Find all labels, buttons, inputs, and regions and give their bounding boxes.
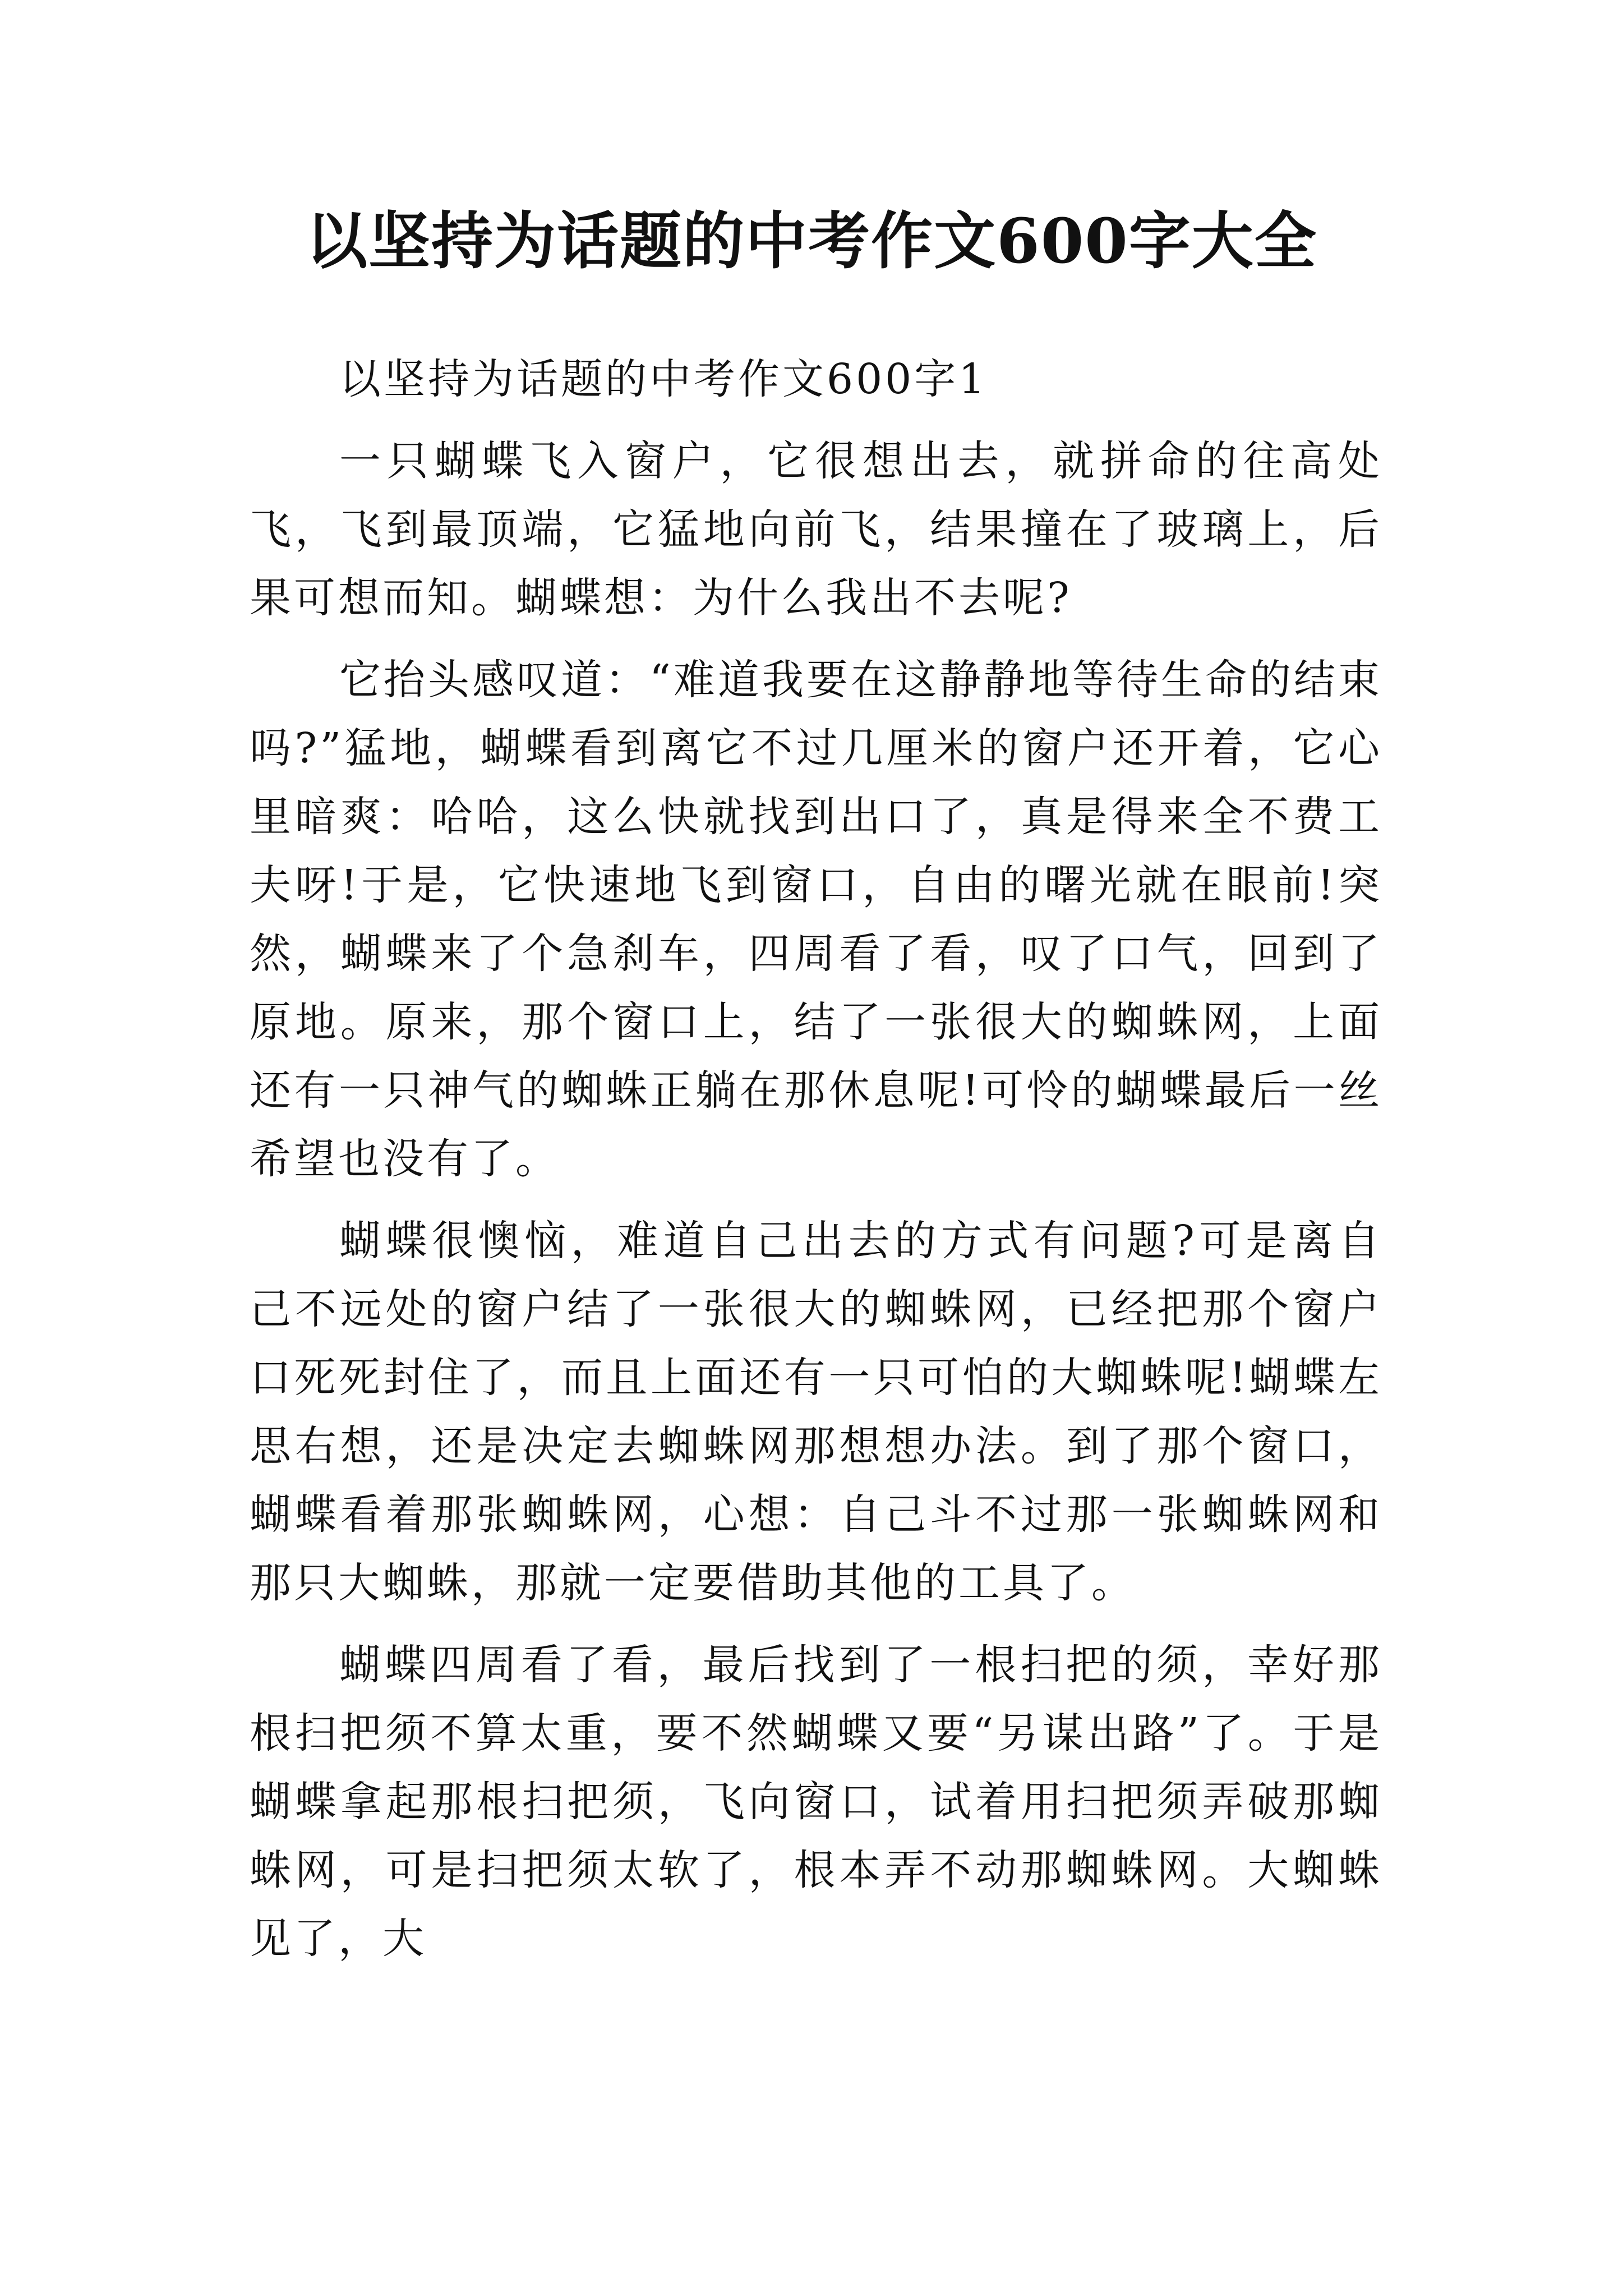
- paragraph: 蝴蝶四周看了看，最后找到了一根扫把的须，幸好那根扫把须不算太重，要不然蝴蝶又要“另谋出路”了。于是蝴蝶拿起那根扫把须，飞向窗口，试着用扫把须弄破那蜘蛛网，可是扫把须太软了，根本弄不动那蜘蛛网。大蜘蛛见了，大: [250, 1641, 1382, 1963]
- paragraph: 一只蝴蝶飞入窗户，它很想出去，就拼命的往高处飞，飞到最顶端，它猛地向前飞，结果撞在了玻璃上，后果可想而知。蝴蝶想：为什么我出不去呢?: [250, 437, 1382, 622]
- document-title: 以坚持为话题的中考作文600字大全: [306, 205, 1317, 277]
- paragraph: 它抬头感叹道：“难道我要在这静静地等待生命的结束吗?”猛地，蝴蝶看到离它不过几厘米的窗户还开着，它心里暗爽：哈哈，这么快就找到出口了，真是得来全不费工夫呀!于是，它快速地飞到窗口，自由的曙光就在眼前!突然，蝴蝶来了个急刹车，四周看了看，叹了口气，回到了原地。原来，那个窗口上，结了一张很大的蜘蛛网，上面还有一只神气的蜘蛛正躺在那休息呢!可怜的蝴蝶最后一丝希望也没有了。: [250, 656, 1382, 1183]
- section-heading: 以坚持为话题的中考作文600字1: [339, 355, 988, 403]
- document-body: [250, 345, 1382, 1973]
- paragraph: 蝴蝶很懊恼，难道自己出去的方式有问题?可是离自己不远处的窗户结了一张很大的蜘蛛网，已经把那个窗户口死死封住了，而且上面还有一只可怕的大蜘蛛呢!蝴蝶左思右想，还是决定去蜘蛛网那想想办法。到了那个窗口，蝴蝶看着那张蜘蛛网，心想：自己斗不过那一张蜘蛛网和那只大蜘蛛，那就一定要借助其他的工具了。: [250, 1217, 1382, 1607]
